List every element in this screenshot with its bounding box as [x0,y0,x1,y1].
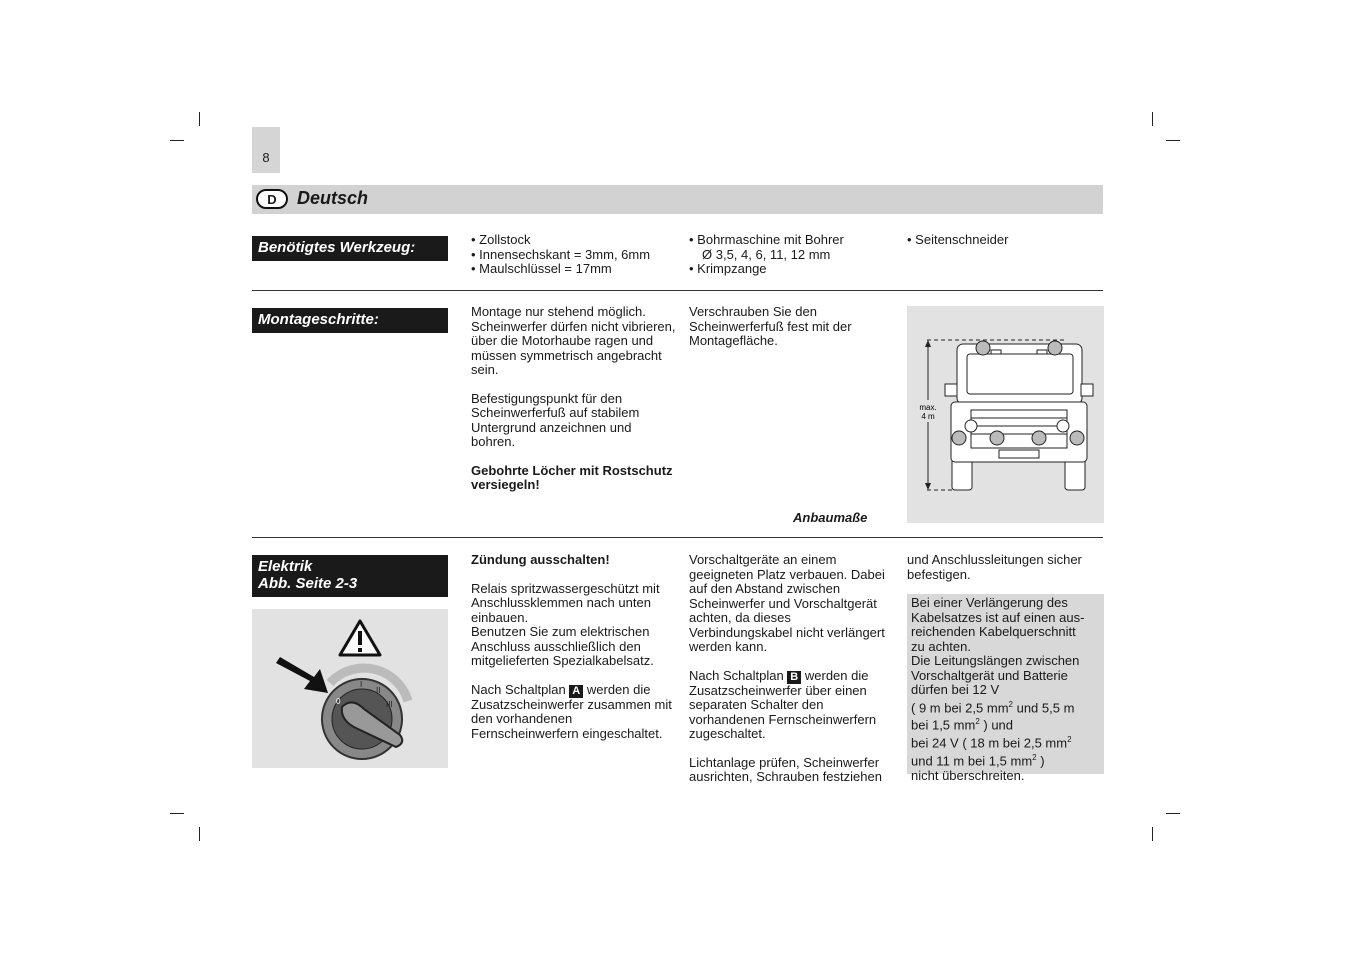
electrics-col-3 [907,553,1104,596]
figure-label-4m: 4 m [921,412,935,421]
crop-mark [170,813,184,814]
svg-text:0: 0 [336,697,341,706]
note-line: und 11 m bei 1,5 $mm^2$ ) [911,752,1045,769]
ignition-switch-figure [252,609,448,768]
crop-mark [1166,140,1180,141]
crop-mark [170,140,184,141]
paragraph: Benutzen Sie zum elektrischen Anschluss ausschließlich den mitgelieferten Spezialkabelsatz. [471,624,654,668]
ignition-key-icon [252,609,448,768]
assembly-label: Montageschritte: [252,308,448,333]
crop-mark [1166,813,1180,814]
note-line: zu achten. [911,638,971,654]
paragraph: Verschrauben Sie den Scheinwerferfuß fest mit der Montagefläche. [689,304,852,348]
tools-label: Benötigtes Werkzeug: [252,236,448,261]
electrics-col-2 [689,553,894,799]
note-line: Die Leitungslängen zwischen [911,653,1080,668]
ignition-warning-heading: Zündung ausschalten! [471,552,610,567]
list-item: • Bohrmaschine mit Bohrer Ø 3,5, 4, 6, 11, 12 mm [689,232,844,262]
electrics-label [252,555,448,597]
assembly-col-1 [471,305,676,507]
note-line: Vorschaltgerät und Batterie [911,667,1068,683]
paragraph: Vorschaltgeräte an einem geeigneten Platz verbauen. Dabei auf den Abstand zwischen Scheinwerfer und Vorschaltgerät achten, da dieses Verbindungskabel nicht verlängert werden kann. [689,552,885,654]
schematic-key-b: B [787,671,801,684]
note-line: bei 1,5 $mm^2$ ) und [911,717,1014,733]
divider [252,537,1103,538]
warning-text: Gebohrte Löcher mit Rostschutz versiegeln! [471,462,673,492]
tools-col-3 [907,233,1103,248]
paragraph: und Anschlussleitungen sicher befestigen. [907,552,1082,582]
paragraph: Lichtanlage prüfen, Scheinwerfer ausrichten, Schrauben festziehen [689,754,882,784]
tools-col-2 [689,233,899,277]
list-item: • Maulschlüssel = 17mm [471,261,612,276]
language-title: Deutsch [297,188,369,208]
schematic-key-a: A [569,685,583,698]
note-line: Bei einer Verlängerung des [911,595,1068,610]
crop-mark [199,827,200,841]
electrics-label-line2: Abb. Seite 2-3 [258,575,358,592]
paragraph: Nach Schaltplan A werden die Zusatzscheinwerfer zusammen mit den vorhandenen Fernscheinwerfern eingeschaltet. [471,681,672,741]
note-line: Kabelsatzes ist auf einen aus- [911,609,1085,625]
electrics-col-1 [471,553,676,755]
cable-length-note [907,594,1104,783]
language-code-badge: D [256,189,288,209]
vehicle-mounting-figure [907,306,1104,523]
paragraph: Nach Schaltplan B werden die Zusatzscheinwerfer über einen separaten Schalter den vorhandenen Fernscheinwerfern zugeschaltet. [689,667,877,741]
paragraph: Befestigungspunkt für den Scheinwerferfuß auf stabilem Untergrund anzeichnen und bohren. [471,390,640,449]
crop-mark [199,112,200,126]
svg-text:III: III [386,700,393,709]
list-item: • Innensechskant = 3mm, 6mm [471,246,651,262]
page-number: 8 [252,127,280,173]
paragraph: Relais spritzwassergeschützt mit Anschlussklemmen nach unten einbauen. [471,580,660,625]
tools-col-1 [471,233,681,277]
language-header [252,185,1103,214]
figure-caption: Anbaumaße [793,510,868,525]
assembly-col-2 [689,305,894,363]
list-item: • Zollstock [471,232,531,247]
note-line: ( 9 m bei 2,5 $mm^2$ und 5,5 m [911,699,1075,715]
svg-text:II: II [376,686,381,695]
note-line: bei 24 V ( 18 m bei 2,5 $mm^2$ [911,735,1072,751]
note-line: dürfen bei 12 V [911,682,1000,697]
crop-mark [1152,112,1153,126]
note-line: reichenden Kabelquerschnitt [911,624,1076,639]
figure-label-max: max. [919,403,937,412]
note-line: nicht überschreiten. [911,767,1025,783]
crop-mark [1152,827,1153,841]
vehicle-front-icon [907,306,1104,523]
electrics-label-line1: Elektrik [258,558,313,575]
list-item: • Seitenschneider [907,232,1009,247]
list-item: • Krimpzange [689,261,767,276]
svg-text:I: I [360,680,363,689]
divider [252,290,1103,291]
paragraph: Montage nur stehend möglich. Scheinwerfer dürfen nicht vibrieren, über die Motorhaube ragen und müssen symmetrisch angebracht sein. [471,304,676,377]
